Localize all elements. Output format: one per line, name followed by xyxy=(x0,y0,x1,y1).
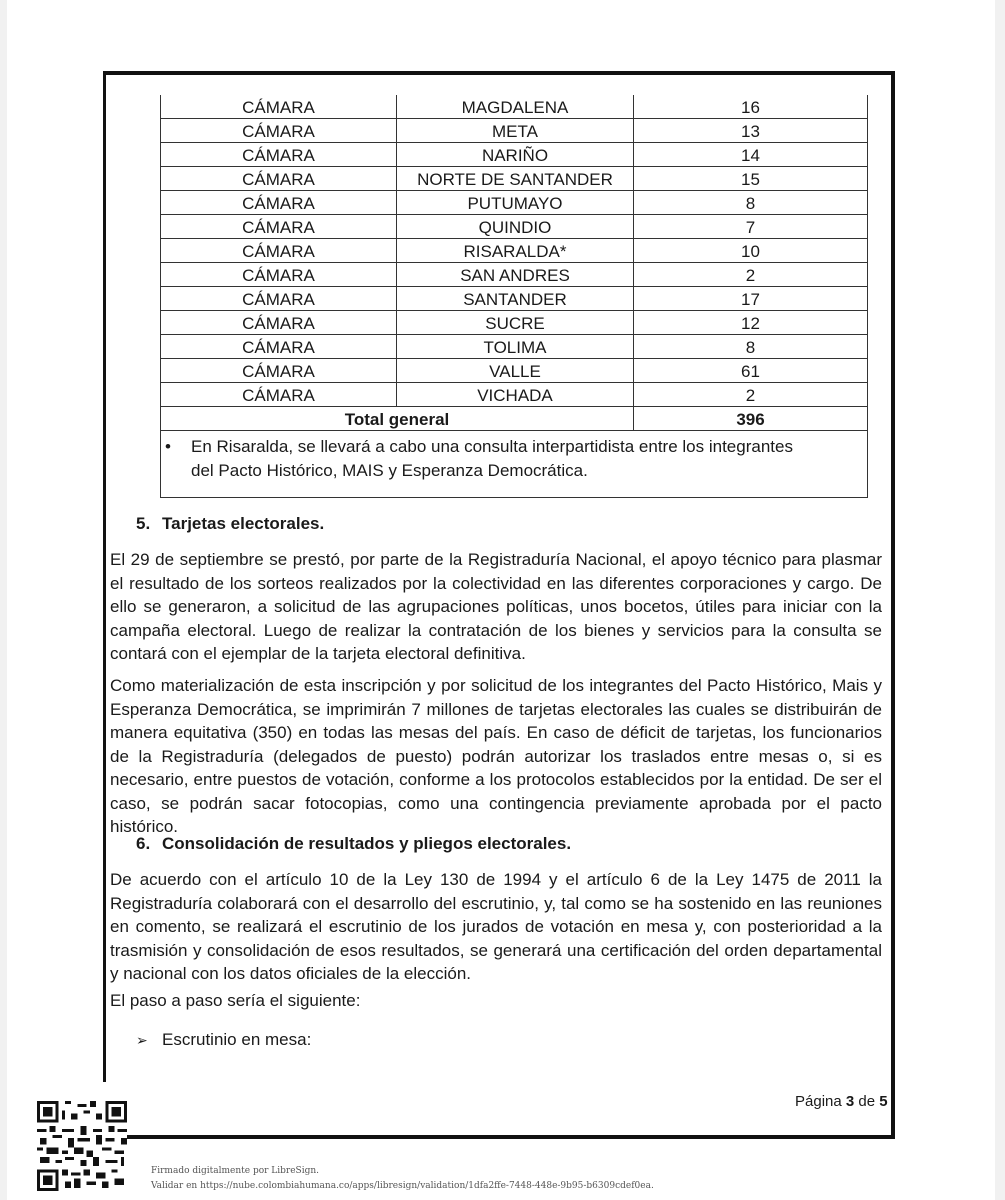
candidates-table xyxy=(160,95,868,498)
step-label: Escrutinio en mesa: xyxy=(162,1030,312,1049)
total-value: 396 xyxy=(634,407,868,431)
table-row xyxy=(161,311,868,335)
cell-corporation: CÁMARA xyxy=(161,95,397,119)
table-row xyxy=(161,335,868,359)
cell-department: PUTUMAYO xyxy=(397,191,634,215)
page-sep: de xyxy=(858,1093,876,1110)
note-line-1: En Risaralda, se llevará a cabo una consulta interpartidista entre los integrantes xyxy=(191,437,793,456)
page-current: 3 xyxy=(845,1093,855,1110)
cell-candidates: 17 xyxy=(634,287,868,311)
section-6-paragraph-2: El paso a paso sería el siguiente: xyxy=(110,991,361,1010)
cell-candidates: 7 xyxy=(634,215,868,239)
table-row xyxy=(161,143,868,167)
cell-candidates: 12 xyxy=(634,311,868,335)
section-5-heading xyxy=(136,514,324,534)
arrow-bullet-icon: ➢ xyxy=(136,1032,148,1048)
cell-candidates: 61 xyxy=(634,359,868,383)
table-row xyxy=(161,239,868,263)
cell-corporation: CÁMARA xyxy=(161,143,397,167)
section-6-heading xyxy=(136,834,571,854)
total-row xyxy=(161,407,868,431)
table-row xyxy=(161,119,868,143)
cell-corporation: CÁMARA xyxy=(161,287,397,311)
validation-link[interactable]: Validar en https://nube.colombiahumana.co/apps/libresign/validation/1dfa2ffe-7448-448e-9b95-b6309cdef0ea. xyxy=(151,1181,654,1191)
table-row xyxy=(161,359,868,383)
cell-candidates: 15 xyxy=(634,167,868,191)
cell-department: NARIÑO xyxy=(397,143,634,167)
cell-candidates: 8 xyxy=(634,191,868,215)
cell-corporation: CÁMARA xyxy=(161,311,397,335)
note-cell xyxy=(161,431,868,498)
cell-department: NORTE DE SANTANDER xyxy=(397,167,634,191)
table-row xyxy=(161,287,868,311)
page-prefix: Página xyxy=(795,1093,842,1110)
bullet-icon: • xyxy=(165,437,171,456)
cell-department: MAGDALENA xyxy=(397,95,634,119)
section-number: 5. xyxy=(136,514,151,533)
cell-candidates: 8 xyxy=(634,335,868,359)
cell-candidates: 13 xyxy=(634,119,868,143)
cell-department: TOLIMA xyxy=(397,335,634,359)
note-line-2: del Pacto Histórico, MAIS y Esperanza Democrática. xyxy=(191,461,588,480)
qr-code-icon[interactable] xyxy=(37,1101,127,1191)
section-6-paragraph-1: De acuerdo con el artículo 10 de la Ley 130 de 1994 y el artículo 6 de la Ley 1475 de 2011 la Registraduría colaborará con el desarrollo del escrutinio, y, tal como se ha sostenido en las reuniones en comento, se realizará el escrutinio de los jurados de votación en mesa y, con posterioridad a la trasmisión y consolidación de esos resultados, se generará una certificación del orden departamental y nacional con los datos oficiales de la elección. xyxy=(110,870,882,983)
section-5-paragraph-2: Como materialización de esta inscripción y por solicitud de los integrantes del Pacto Histórico, Mais y Esperanza Democrática, se imprimirán 7 millones de tarjetas electorales las cuales se distribuirán de manera equitativa (350) en todas las mesas del país. En caso de déficit de tarjetas, los funcionarios de la Registraduría (delegados de puesto) podrán autorizar los traslados entre mesas o, si es necesario, entre puestos de votación, conforme a los protocolos establecidos por la entidad. De ser el caso, se podrán sacar fotocopias, como una contingencia previamente aprobada por el pacto histórico. xyxy=(110,676,882,836)
cell-department: VICHADA xyxy=(397,383,634,407)
table-row xyxy=(161,215,868,239)
table-row xyxy=(161,383,868,407)
section-title: Tarjetas electorales. xyxy=(162,514,325,533)
cell-department: RISARALDA* xyxy=(397,239,634,263)
cell-department: VALLE xyxy=(397,359,634,383)
cell-department: SAN ANDRES xyxy=(397,263,634,287)
total-label: Total general xyxy=(161,407,634,431)
cell-corporation: CÁMARA xyxy=(161,335,397,359)
cell-department: SANTANDER xyxy=(397,287,634,311)
viewer-edge-right xyxy=(995,0,1005,1200)
cell-candidates: 10 xyxy=(634,239,868,263)
table-row xyxy=(161,167,868,191)
note-row xyxy=(161,431,868,498)
signature-note: Firmado digitalmente por LibreSign. xyxy=(151,1166,320,1176)
cell-department: SUCRE xyxy=(397,311,634,335)
cell-corporation: CÁMARA xyxy=(161,215,397,239)
cell-corporation: CÁMARA xyxy=(161,119,397,143)
viewer-edge-left xyxy=(0,0,7,1200)
cell-corporation: CÁMARA xyxy=(161,167,397,191)
table-row xyxy=(161,263,868,287)
page-total: 5 xyxy=(879,1093,888,1110)
cell-candidates: 14 xyxy=(634,143,868,167)
table-row xyxy=(161,191,868,215)
section-title: Consolidación de resultados y pliegos electorales. xyxy=(162,834,572,853)
cell-department: META xyxy=(397,119,634,143)
cell-candidates: 16 xyxy=(634,95,868,119)
cell-candidates: 2 xyxy=(634,263,868,287)
cell-corporation: CÁMARA xyxy=(161,383,397,407)
section-5-paragraph-1: El 29 de septiembre se prestó, por parte de la Registraduría Nacional, el apoyo técnico para plasmar el resultado de los sorteos realizados por la colectividad en las diferentes corporaciones y cargo. De ello se generaron, a solicitud de las agrupaciones políticas, unos bocetos, útiles para iniciar con la campaña electoral. Luego de realizar la contratación de los bienes y servicios para la consulta se contará con el ejemplar de la tarjeta electoral definitiva. xyxy=(110,550,882,663)
cell-department: QUINDIO xyxy=(397,215,634,239)
page-number xyxy=(795,1093,888,1110)
table-row xyxy=(161,95,868,119)
section-number: 6. xyxy=(136,834,151,853)
cell-candidates: 2 xyxy=(634,383,868,407)
step-item xyxy=(136,1030,311,1050)
cell-corporation: CÁMARA xyxy=(161,359,397,383)
cell-corporation: CÁMARA xyxy=(161,239,397,263)
cell-corporation: CÁMARA xyxy=(161,263,397,287)
cell-corporation: CÁMARA xyxy=(161,191,397,215)
